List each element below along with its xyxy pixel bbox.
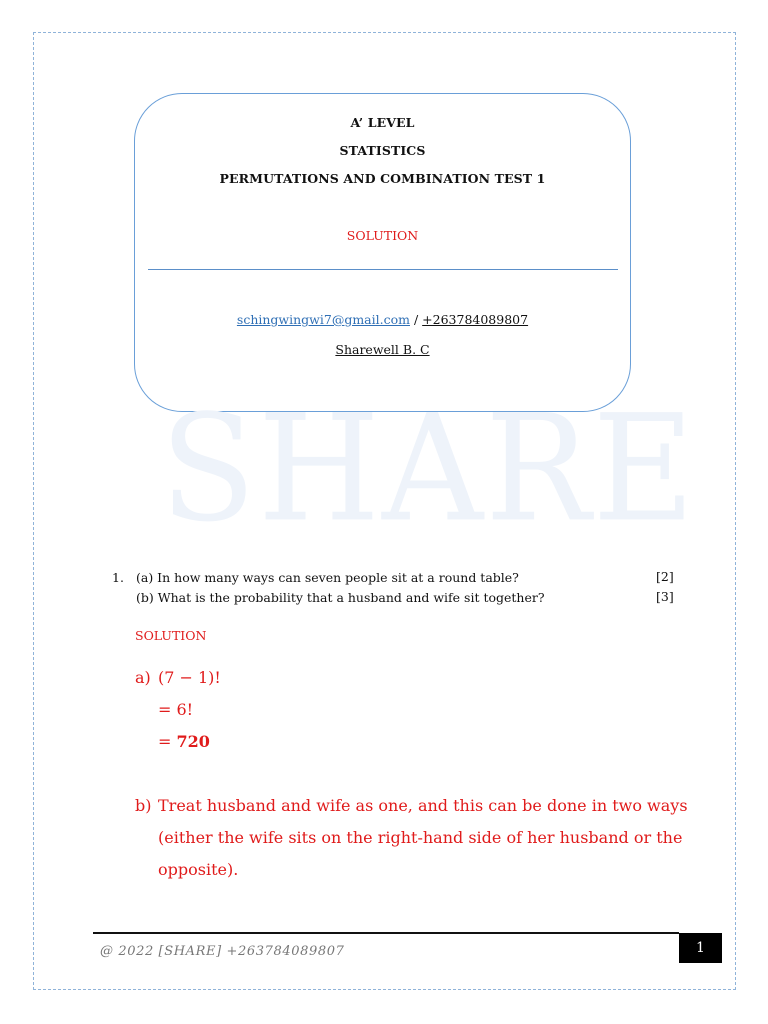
answer-b-line-1: Treat husband and wife as one, and this can be done in two ways xyxy=(158,796,688,815)
page-number: 1 xyxy=(679,933,722,963)
answer-a-line-1: (7 − 1)! xyxy=(158,668,221,687)
footer-copyright: @ 2022 [SHARE] +263784089807 xyxy=(100,944,345,959)
email-link[interactable]: schingwingwi7@gmail.com xyxy=(236,312,410,327)
watermark: SHARE xyxy=(160,383,697,556)
solution-label: SOLUTION xyxy=(135,628,207,643)
header-divider xyxy=(148,269,618,270)
part-a-marks: [2] xyxy=(656,569,674,584)
question-part-b-text: (b) What is the probability that a husband and wife sit together? xyxy=(136,590,545,605)
answer-a-label: a) xyxy=(135,668,151,687)
answer-a-equals: = xyxy=(158,732,177,751)
level-heading: A’ LEVEL xyxy=(350,115,415,130)
phone-link[interactable]: +263784089807 xyxy=(422,312,529,327)
author-name: Sharewell B. C xyxy=(335,342,430,357)
contact-separator: / xyxy=(409,312,423,327)
answer-a-line-3 xyxy=(158,732,210,751)
answer-b-label: b) xyxy=(135,796,152,815)
contact-line xyxy=(135,312,630,327)
title-box xyxy=(134,93,631,412)
question-part-a-text: (a) In how many ways can seven people sit at a round table? xyxy=(136,570,519,585)
test-title: PERMUTATIONS AND COMBINATION TEST 1 xyxy=(219,171,546,186)
answer-a-line-2: = 6! xyxy=(158,700,194,719)
question-number: 1. xyxy=(112,570,124,585)
header-solution-label: SOLUTION xyxy=(346,228,419,243)
footer-divider xyxy=(93,932,679,934)
answer-a-result: 720 xyxy=(176,732,210,751)
answer-b-line-2: (either the wife sits on the right-hand side of her husband or the xyxy=(158,828,683,847)
part-b-marks: [3] xyxy=(656,589,674,604)
subject-heading: STATISTICS xyxy=(339,143,426,158)
answer-b-line-3: opposite). xyxy=(158,860,239,879)
